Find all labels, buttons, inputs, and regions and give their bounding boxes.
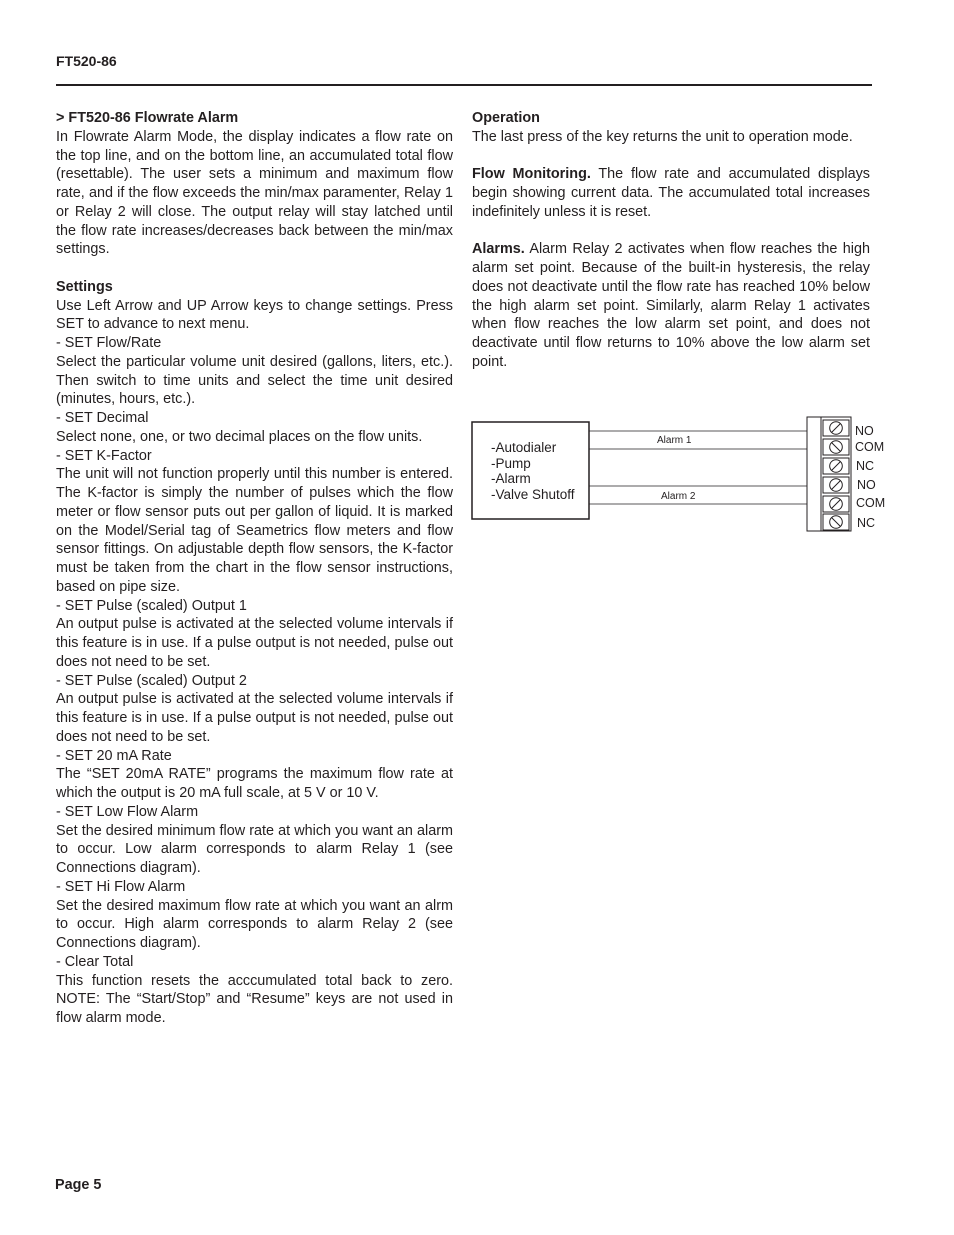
terminal-screw-slot bbox=[832, 500, 841, 509]
device-label: -Pump bbox=[491, 456, 531, 471]
terminal-screw-slot bbox=[832, 443, 841, 452]
device-label: -Valve Shutoff bbox=[491, 487, 575, 502]
document-id: FT520-86 bbox=[56, 53, 117, 69]
intro-paragraph: In Flowrate Alarm Mode, the display indicates a flow rate on the top line, and on the bottom line, an accumulated total flow (resettable). The user sets a minimum and maximum flow rate, and if the flow exceeds the min/max paramenter, Relay 1 or Relay 2 will close. The output relay will stay latched until the flow rate increases/decreases back between the min/max settings. bbox=[56, 128, 453, 258]
setting-label: - SET Low Flow Alarm bbox=[56, 803, 199, 820]
flow-monitoring-text: The flow rate and accumulated displays begin showing current data. The accumulated total increases indefinitely unless it is reset. bbox=[472, 166, 870, 220]
header-rule bbox=[56, 84, 872, 86]
setting-text: An output pulse is activated at the selected volume intervals if this feature is in use. If a pulse output is not needed, pulse out does not need to be set. bbox=[56, 691, 453, 745]
setting-text: This function resets the acccumulated total back to zero. NOTE: The “Start/Stop” and “Resume” keys are not used in flow alarm mode. bbox=[56, 972, 453, 1026]
setting-text: Select the particular volume unit desired (gallons, liters, etc.). Then switch to time units and select the time unit desired (minutes, hours, etc.). bbox=[56, 353, 453, 408]
connections-diagram bbox=[470, 415, 890, 537]
setting-label: - SET Pulse (scaled) Output 1 bbox=[56, 597, 247, 614]
terminal-screw-slot bbox=[832, 518, 841, 527]
terminal-label: NO bbox=[855, 424, 874, 438]
setting-label: - SET K-Factor bbox=[56, 447, 152, 464]
terminal-label: NC bbox=[857, 516, 876, 530]
wire-label-alarm-1: Alarm 1 bbox=[657, 435, 692, 446]
alarms-paragraph bbox=[472, 240, 870, 371]
device-label: -Alarm bbox=[491, 471, 531, 486]
terminal-screws bbox=[823, 420, 849, 530]
terminal-screw-slot bbox=[832, 462, 841, 471]
setting-label: - SET Pulse (scaled) Output 2 bbox=[56, 672, 247, 689]
operation-heading: Operation bbox=[472, 110, 540, 126]
device-label: -Autodialer bbox=[491, 440, 557, 455]
section-title: > FT520-86 Flowrate Alarm bbox=[56, 110, 239, 126]
setting-label: - Clear Total bbox=[56, 953, 134, 970]
setting-text: The “SET 20mA RATE” programs the maximum flow rate at which the output is 20 mA full scale, at 5 V or 10 V. bbox=[56, 766, 453, 801]
terminal-label: NC bbox=[856, 459, 875, 473]
right-column bbox=[472, 109, 870, 372]
settings-heading: Settings bbox=[56, 278, 113, 295]
operation-text: The last press of the key returns the unit to operation mode. bbox=[472, 128, 853, 145]
terminal-screw-slot bbox=[832, 481, 841, 490]
setting-text: The unit will not function properly until this number is entered. The K-factor is simply the number of pulses which the flow meter or flow sensor puts out per gallon of liquid. It is marked on the Model/Serial tag of Seametrics flow meters and flow sensor fittings. On adjustable depth flow sensors, the K-factor must be taken from the chart in the flow sensor instructions, based on pipe size. bbox=[56, 466, 453, 595]
setting-label: - SET Flow/Rate bbox=[56, 335, 162, 351]
left-column bbox=[56, 109, 453, 1028]
terminal-label: COM bbox=[855, 440, 885, 454]
page-number: Page 5 bbox=[55, 1177, 102, 1193]
flow-monitoring-paragraph bbox=[472, 165, 870, 221]
terminal-screw-slot bbox=[832, 424, 841, 433]
wire-label-alarm-2: Alarm 2 bbox=[661, 491, 696, 502]
alarms-heading: Alarms. bbox=[472, 241, 525, 258]
setting-label: - SET 20 mA Rate bbox=[56, 747, 172, 764]
terminal-label: COM bbox=[856, 496, 886, 510]
setting-text: Select none, one, or two decimal places on the flow units. bbox=[56, 428, 423, 445]
setting-label: - SET Hi Flow Alarm bbox=[56, 878, 186, 895]
setting-label: - SET Decimal bbox=[56, 410, 149, 426]
setting-text: An output pulse is activated at the selected volume intervals if this feature is in use. If a pulse output is not needed, pulse out does not need to be set. bbox=[56, 616, 453, 670]
terminal-label: NO bbox=[857, 478, 876, 492]
flow-monitoring-heading: Flow Monitoring. bbox=[472, 166, 591, 183]
setting-text: Set the desired maximum flow rate at which you want an alrm to occur. High alarm corresponds to alarm Relay 2 (see Connections diagram). bbox=[56, 897, 453, 951]
settings-intro: Use Left Arrow and UP Arrow keys to change settings. Press SET to advance to next menu. bbox=[56, 297, 453, 333]
alarms-text: Alarm Relay 2 activates when flow reaches the high alarm set point. Because of the built-in hysteresis, the relay does not deactivate until the flow rate has reached 10% below the high alarm set point. Similarly, alarm Relay 1 activates when flow reaches the low alarm set point, and does not deactivate until flow returns to 10% above the low alarm set point. bbox=[472, 241, 870, 370]
setting-text: Set the desired minimum flow rate at which you want an alarm to occur. Low alarm corresponds to alarm Relay 1 (see Connections diagram). bbox=[56, 822, 453, 876]
connections-diagram-svg bbox=[470, 415, 890, 537]
